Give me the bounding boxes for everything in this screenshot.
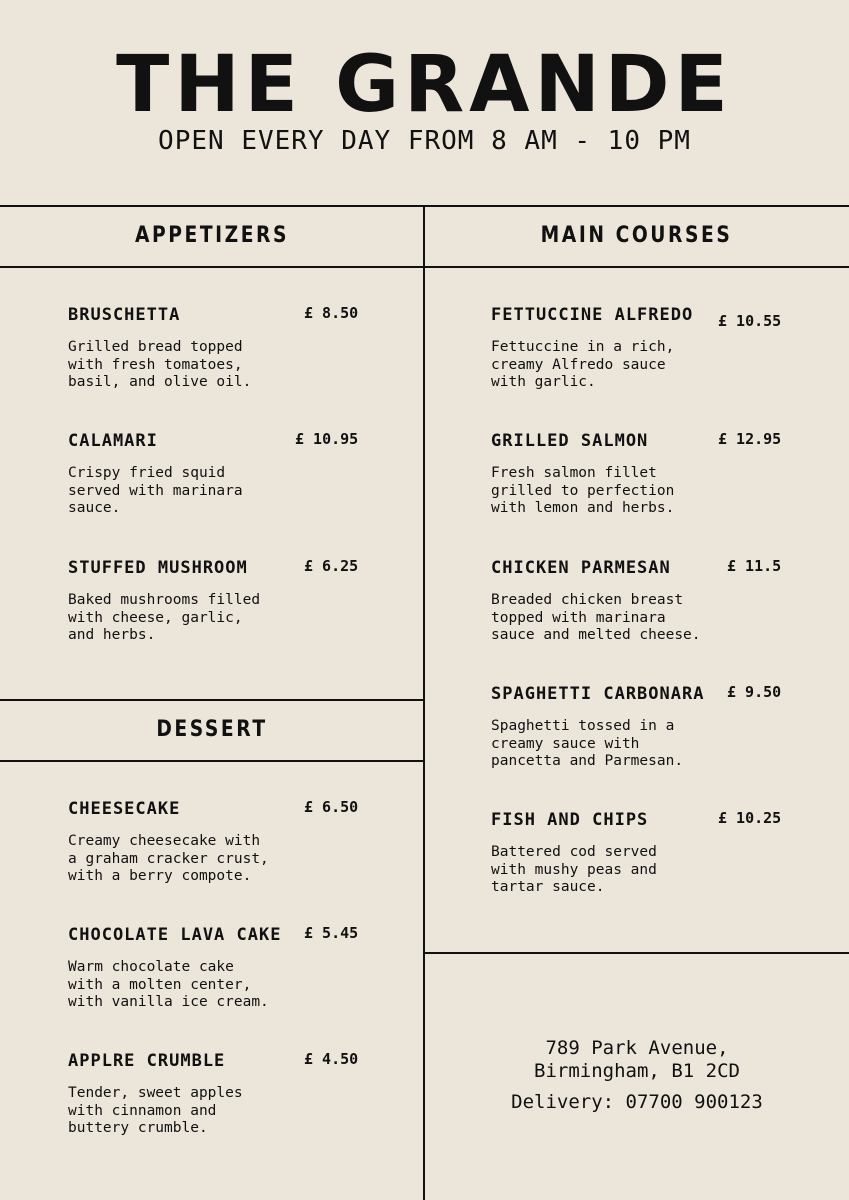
item-description: Grilled bread topped with fresh tomatoes, basil, and olive oil. <box>68 339 252 390</box>
item-name: STUFFED MUSHROOM <box>68 558 248 578</box>
item-name: CHOCOLATE LAVA CAKE <box>68 925 282 945</box>
item-name: FETTUCCINE ALFREDO <box>491 305 694 325</box>
item-description: Spaghetti tossed in a creamy sauce with pancetta and Parmesan. <box>491 718 684 769</box>
item-name: CALAMARI <box>68 431 158 451</box>
section-title-appetizers: APPETIZERS <box>134 223 290 248</box>
divider-contact-top <box>424 952 849 954</box>
address-line-2: Birmingham, B1 2CD <box>534 1060 740 1082</box>
item-name: GRILLED SALMON <box>491 431 649 451</box>
item-price: £ 6.25 <box>304 557 359 575</box>
item-description: Fettuccine in a rich, creamy Alfredo sauce with garlic. <box>491 339 675 390</box>
item-price: £ 10.25 <box>718 809 782 827</box>
restaurant-title: THE GRANDE <box>116 40 733 130</box>
section-title-main-courses: MAIN COURSES <box>540 223 733 248</box>
item-name: CHEESECAKE <box>68 799 181 819</box>
item-description: Breaded chicken breast topped with marinara sauce and melted cheese. <box>491 592 701 643</box>
item-name: BRUSCHETTA <box>68 305 181 325</box>
item-name: SPAGHETTI CARBONARA <box>491 684 705 704</box>
item-price: £ 9.50 <box>727 683 782 701</box>
item-price: £ 5.45 <box>304 924 359 942</box>
item-price: £ 12.95 <box>718 430 782 448</box>
item-description: Fresh salmon fillet grilled to perfection with lemon and herbs. <box>491 465 675 516</box>
item-price: £ 11.5 <box>727 557 782 575</box>
address-line-1: 789 Park Avenue, <box>545 1037 729 1059</box>
item-price: £ 6.50 <box>304 798 359 816</box>
item-name: CHICKEN PARMESAN <box>491 558 671 578</box>
divider-dessert-bottom <box>0 760 424 762</box>
delivery-phone: Delivery: 07700 900123 <box>511 1091 763 1113</box>
item-price: £ 8.50 <box>304 304 359 322</box>
opening-hours: OPEN EVERY DAY FROM 8 AM - 10 PM <box>158 126 691 156</box>
item-description: Battered cod served with mushy peas and tartar sauce. <box>491 844 657 895</box>
item-price: £ 10.95 <box>295 430 359 448</box>
divider-dessert-top <box>0 699 424 701</box>
section-title-dessert: DESSERT <box>156 717 268 742</box>
item-description: Warm chocolate cake with a molten center, with vanilla ice cream. <box>68 959 269 1010</box>
item-price: £ 4.50 <box>304 1050 359 1068</box>
item-price: £ 10.55 <box>718 312 782 330</box>
item-description: Tender, sweet apples with cinnamon and buttery crumble. <box>68 1085 243 1136</box>
item-description: Baked mushrooms filled with cheese, garlic, and herbs. <box>68 592 261 643</box>
item-name: FISH AND CHIPS <box>491 810 649 830</box>
item-name: APPLRE CRUMBLE <box>68 1051 226 1071</box>
item-description: Crispy fried squid served with marinara sauce. <box>68 465 243 516</box>
item-description: Creamy cheesecake with a graham cracker crust, with a berry compote. <box>68 833 269 884</box>
